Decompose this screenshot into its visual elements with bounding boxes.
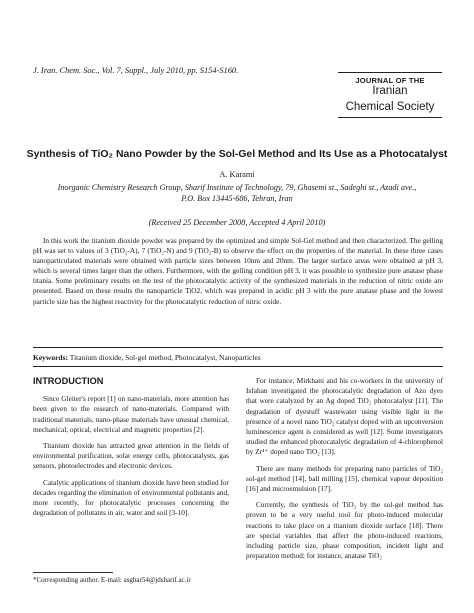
introduction-heading: INTRODUCTION bbox=[33, 376, 104, 386]
journal-rule-top bbox=[338, 72, 442, 73]
journal-name-line-2: Chemical Society bbox=[345, 101, 435, 113]
intro-paragraph-1: Since Gleiter's report [1] on nano-materials, more attention has been given to the research of nano-materials. Compared with traditional materials, nano-phase materials have unusual chemical, mechanical, optical, electrical and magnetic properties [2]. bbox=[33, 394, 229, 434]
author-affiliation bbox=[20, 182, 454, 204]
affiliation-line-2: P.O. Box 13445-686, Tehran, Iran bbox=[181, 194, 293, 204]
keywords-line bbox=[33, 353, 261, 362]
keywords-rule-bottom bbox=[33, 366, 443, 367]
intro-paragraph-3: Catalytic applications of titanium dioxide have been studied for decades regarding the elimination of environmental pollutants and, more recently, for photocatalytic processes concerning the degradation of pollutants in air, water and soil [3-10]. bbox=[33, 477, 229, 518]
keywords-rule-top bbox=[33, 347, 443, 348]
keywords-list: Titanium dioxide, Sol-gel method, Photocatalyst, Nanoparticles bbox=[69, 353, 261, 362]
intro-paragraph-2: Titanium dioxide has attracted great attention in the fields of environmental purification, solar energy cells, photocatalysts, gas sensors, photoelectrodes and electronic devices. bbox=[33, 441, 229, 471]
affiliation-line-1: Inorganic Chemistry Research Group, Sharif Institute of Technology, 79, Ghasemi st., Sadeghi st., Azadi ave., bbox=[57, 183, 417, 192]
left-column bbox=[33, 376, 229, 524]
received-accepted-dates: (Received 25 December 2008, Accepted 4 April 2010) bbox=[148, 218, 326, 227]
footnote-rule bbox=[33, 572, 113, 573]
keywords-label: Keywords: bbox=[33, 353, 68, 362]
journal-rule-bottom bbox=[338, 117, 442, 118]
right-paragraph-2: There are many methods for preparing nano particles of TiO₂ sol-gel method [14], ball milling [15], chemical vapour deposition [16] and microemulsion [17]. bbox=[246, 463, 443, 494]
corresponding-author-footnote: *Corresponding author. E-mail: asghar54@jdsharif.ac.ir bbox=[33, 576, 191, 584]
journal-name-line-1: Iranian bbox=[372, 85, 408, 97]
author-name: A. Karami bbox=[219, 170, 255, 179]
right-column bbox=[246, 376, 443, 567]
right-paragraph-3: Currently, the synthesis of TiO₂ by the sol-gel method has proven to be a very useful tool for photo-induced molecular reactions to take place on a titanium dioxide surface [18]. There are special variables that affect the photo-induced reactions, including particle size, phase composition, incident light and preparation method; for instance, anatase TiO₂ bbox=[246, 500, 443, 561]
journal-logo bbox=[338, 72, 442, 118]
paper-title: Synthesis of TiO₂ Nano Powder by the Sol-Gel Method and Its Use as a Photocatalyst bbox=[26, 149, 448, 160]
journal-of-label: JOURNAL OF THE bbox=[355, 76, 425, 85]
right-paragraph-1: For instance, Mirkhani and his co-workers in the university of Isfahan investigated the photocatalytic degradation of Azo dyes that were catalyzed by an Ag doped TiO₂ photocatalyst [11]. The degradation of dyestuff wastewater using visible light in the presence of a novel nano TiO₂ catalyst doped with an upconversion luminescence agent is considered as well [12]. Some investigators studied the enhanced photocatalytic degradation of 4-chlorophenol by Zr⁴⁺ doped nano TiO₂ [13]. bbox=[246, 376, 443, 457]
abstract-text: In this work the titanium dioxide powder was prepared by the optimized and simple Sol-Gel method and then characterized. The gelling pH was set to values of 3 (TiO₂-A), 7 (TiO₂-N) and 9 (TiO₂-B) to observe the effect on the properties of the material. In these three cases nanoparticulated materials were obtained with particle sizes between 10nm and 20nm. The larger surface areas were obtained at pH 3, which is several times larger than the others. Furthermore, with the gelling condition pH 3, it was possible to synthesize pure anatase phase titania. Some preliminary results on the test of the photocatalytic activity of the synthesized materials in the reduction of nitric oxide are presented. Based on these results the nanoparticle TiO2, which was prepared in acidic pH 3 with the pure anatase phase and the lowest particle size has the highest reactivity for the photocatalytic reduction of nitric oxide. bbox=[33, 236, 443, 306]
journal-citation: J. Iran. Chem. Soc., Vol. 7, Suppl., July 2010, pp. S154-S160. bbox=[33, 66, 239, 75]
